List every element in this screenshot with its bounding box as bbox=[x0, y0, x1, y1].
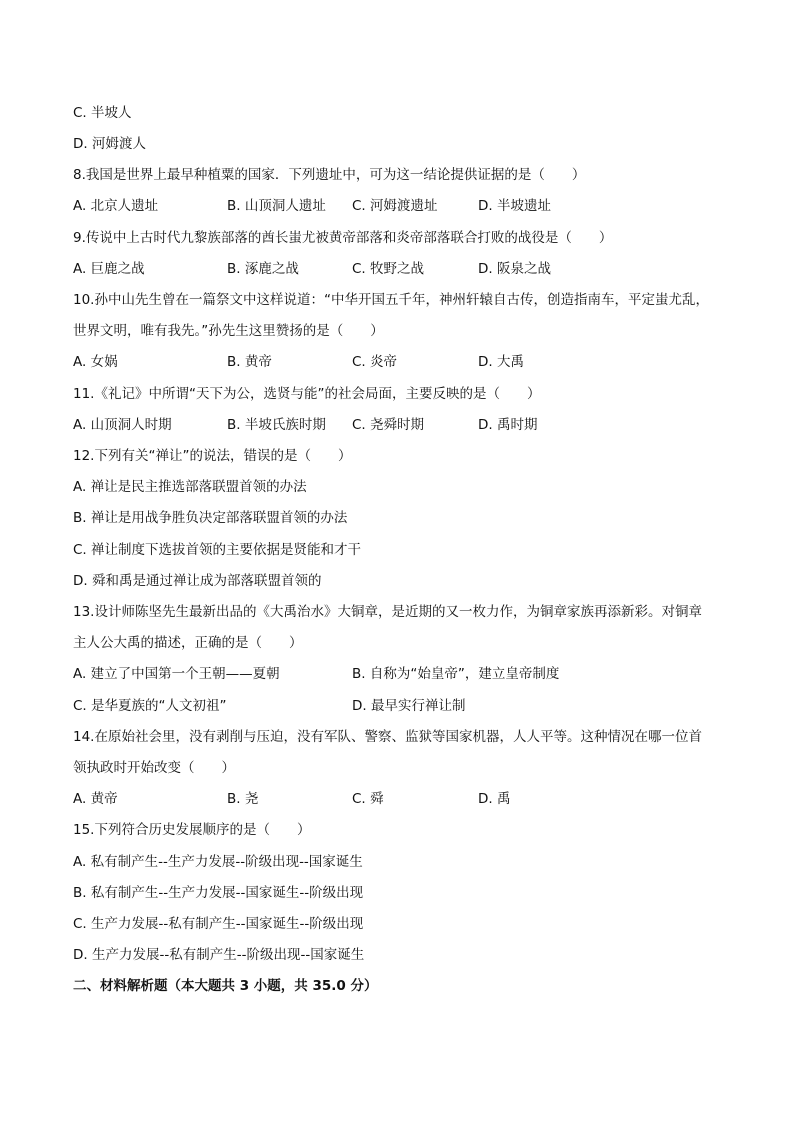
q8-option-d: D. 半坡遗址 bbox=[478, 198, 551, 214]
question-9-options bbox=[73, 259, 733, 279]
q9-option-a: A. 巨鹿之战 bbox=[73, 261, 145, 277]
q10-option-c: C. 炎帝 bbox=[352, 354, 398, 370]
question-9-stem: 9.传说中上古时代九黎族部落的酋长蚩尤被黄帝部落和炎帝部落联合打败的战役是（ ） bbox=[73, 230, 613, 246]
q13-option-c: C. 是华夏族的“人文初祖” bbox=[73, 698, 227, 714]
q8-option-b: B. 山顶洞人遗址 bbox=[227, 198, 326, 214]
q11-option-c: C. 尧舜时期 bbox=[352, 417, 425, 433]
q13-option-a: A. 建立了中国第一个王朝——夏朝 bbox=[73, 666, 280, 682]
q14-option-a: A. 黄帝 bbox=[73, 791, 118, 807]
q12-option-d: D. 舜和禹是通过禅让成为部落联盟首领的 bbox=[73, 573, 322, 589]
question-15-stem: 15.下列符合历史发展顺序的是（ ） bbox=[73, 822, 311, 838]
q13-option-d: D. 最早实行禅让制 bbox=[352, 698, 466, 714]
q12-option-c: C. 禅让制度下选拔首领的主要依据是贤能和才干 bbox=[73, 542, 362, 558]
prev-option-c: C. 半坡人 bbox=[73, 105, 132, 121]
question-11-stem: 11.《礼记》中所谓“天下为公，选贤与能”的社会局面，主要反映的是（ ） bbox=[73, 386, 541, 402]
q8-option-c: C. 河姆渡遗址 bbox=[352, 198, 438, 214]
q14-option-c: C. 舜 bbox=[352, 791, 384, 807]
question-13-options-row1 bbox=[73, 664, 733, 684]
q8-option-a: A. 北京人遗址 bbox=[73, 198, 159, 214]
q11-option-a: A. 山顶洞人时期 bbox=[73, 417, 172, 433]
q10-option-d: D. 大禹 bbox=[478, 354, 524, 370]
q14-option-d: D. 禹 bbox=[478, 791, 511, 807]
question-8-stem: 8.我国是世界上最早种植粟的国家．下列遗址中，可为这一结论提供证据的是（ ） bbox=[73, 167, 586, 183]
question-10-stem-line2: 世界文明，唯有我先。”孙先生这里赞扬的是（ ） bbox=[73, 323, 384, 339]
question-10-options bbox=[73, 352, 733, 372]
question-12-stem: 12.下列有关“禅让”的说法，错误的是（ ） bbox=[73, 448, 352, 464]
q13-option-b: B. 自称为“始皇帝”，建立皇帝制度 bbox=[352, 666, 560, 682]
question-13-stem-line2: 主人公大禹的描述，正确的是（ ） bbox=[73, 635, 303, 651]
q15-option-d: D. 生产力发展--私有制产生--阶级出现--国家诞生 bbox=[73, 947, 365, 963]
q10-option-a: A. 女娲 bbox=[73, 354, 118, 370]
question-11-options bbox=[73, 415, 733, 435]
question-13-options-row2 bbox=[73, 696, 733, 716]
question-14-stem-line2: 领执政时开始改变（ ） bbox=[73, 760, 235, 776]
question-13-stem-line1: 13.设计师陈坚先生最新出品的《大禹治水》大铜章，是近期的又一枚力作，为铜章家族再添新彩。对铜章 bbox=[73, 604, 702, 620]
q15-option-c: C. 生产力发展--私有制产生--国家诞生--阶级出现 bbox=[73, 916, 364, 932]
question-10-stem-line1: 10.孙中山先生曾在一篇祭文中这样说道：“中华开国五千年，神州轩辕自古传，创造指南车，平定蚩尤乱， bbox=[73, 292, 709, 308]
q10-option-b: B. 黄帝 bbox=[227, 354, 272, 370]
q14-option-b: B. 尧 bbox=[227, 791, 259, 807]
q9-option-d: D. 阪泉之战 bbox=[478, 261, 551, 277]
q15-option-a: A. 私有制产生--生产力发展--阶级出现--国家诞生 bbox=[73, 854, 363, 870]
question-14-stem-line1: 14.在原始社会里，没有剥削与压迫，没有军队、警察、监狱等国家机器，人人平等。这种情况在哪一位首 bbox=[73, 729, 702, 745]
q11-option-b: B. 半坡氏族时期 bbox=[227, 417, 326, 433]
q15-option-b: B. 私有制产生--生产力发展--国家诞生--阶级出现 bbox=[73, 885, 364, 901]
prev-option-d: D. 河姆渡人 bbox=[73, 136, 146, 152]
question-8-options bbox=[73, 196, 733, 216]
q12-option-a: A. 禅让是民主推选部落联盟首领的办法 bbox=[73, 479, 307, 495]
q12-option-b: B. 禅让是用战争胜负决定部落联盟首领的办法 bbox=[73, 510, 348, 526]
section-2-title: 二、材料解析题（本大题共 3 小题，共 35.0 分） bbox=[73, 978, 378, 994]
question-14-options bbox=[73, 789, 733, 809]
q9-option-c: C. 牧野之战 bbox=[352, 261, 425, 277]
q11-option-d: D. 禹时期 bbox=[478, 417, 538, 433]
q9-option-b: B. 涿鹿之战 bbox=[227, 261, 299, 277]
